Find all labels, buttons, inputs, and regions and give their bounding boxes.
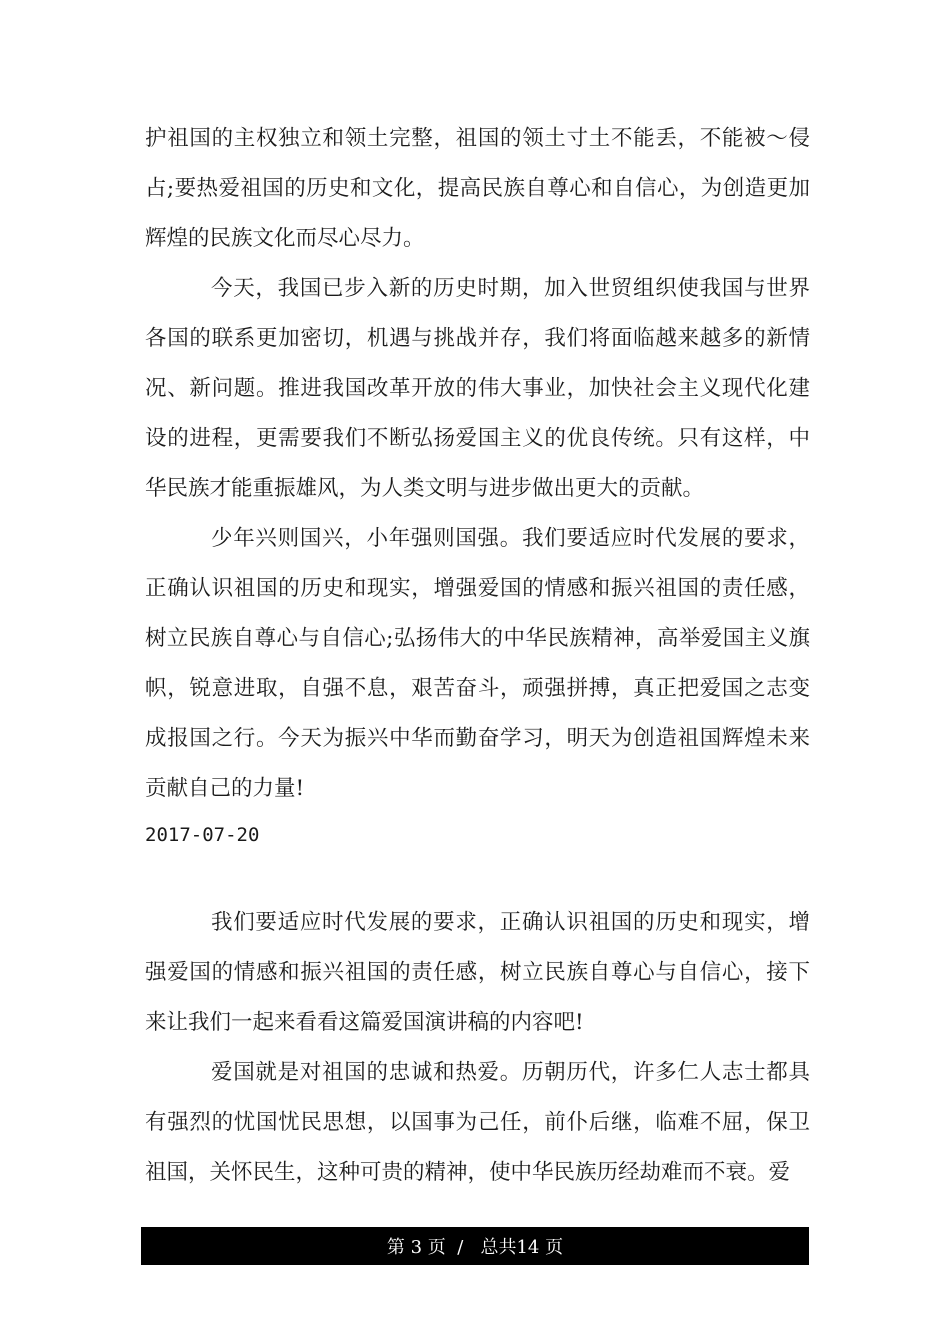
body-text-block-bottom [145, 898, 810, 1198]
paragraph-youth-strong: 少年兴则国兴，小年强则国强。我们要适应时代发展的要求，正确认识祖国的历史和现实，增强爱国的情感和振兴祖国的责任感，树立民族自尊心与自信心;弘扬伟大的中华民族精神，高举爱国主义旗帜，锐意进取，自强不息，艰苦奋斗，顽强拼搏，真正把爱国之志变成报国之行。今天为振兴中华而勤奋学习，明天为创造祖国辉煌未来贡献自己的力量! [145, 526, 810, 801]
paragraph-patriotism: 爱国就是对祖国的忠诚和热爱。历朝历代，许多仁人志士都具有强烈的忧国忧民思想，以国事为己任，前仆后继，临难不屈，保卫祖国，关怀民生，这种可贵的精神，使中华民族历经劫难而不衰。爱 [145, 1060, 810, 1185]
body-text-block-top [145, 114, 810, 814]
paragraph-new-era: 今天，我国已步入新的历史时期，加入世贸组织使我国与世界各国的联系更加密切，机遇与挑战并存，我们将面临越来越多的新情况、新问题。推进我国改革开放的伟大事业，加快社会主义现代化建设的进程，更需要我们不断弘扬爱国主义的优良传统。只有这样，中华民族才能重振雄风，为人类文明与进步做出更大的贡献。 [145, 276, 810, 501]
paragraph-continued: 护祖国的主权独立和领土完整，祖国的领土寸土不能丢，不能被～侵占;要热爱祖国的历史和文化，提高民族自尊心和自信心，为创造更加辉煌的民族文化而尽心尽力。 [145, 126, 810, 251]
date-stamp: 2017-07-20 [145, 824, 260, 846]
page-footer [141, 1227, 809, 1265]
page-number-label: 第 3 页 / 总共14 页 [386, 1237, 564, 1258]
paragraph-intro: 我们要适应时代发展的要求，正确认识祖国的历史和现实，增强爱国的情感和振兴祖国的责任感，树立民族自尊心与自信心，接下来让我们一起来看看这篇爱国演讲稿的内容吧! [145, 910, 810, 1035]
